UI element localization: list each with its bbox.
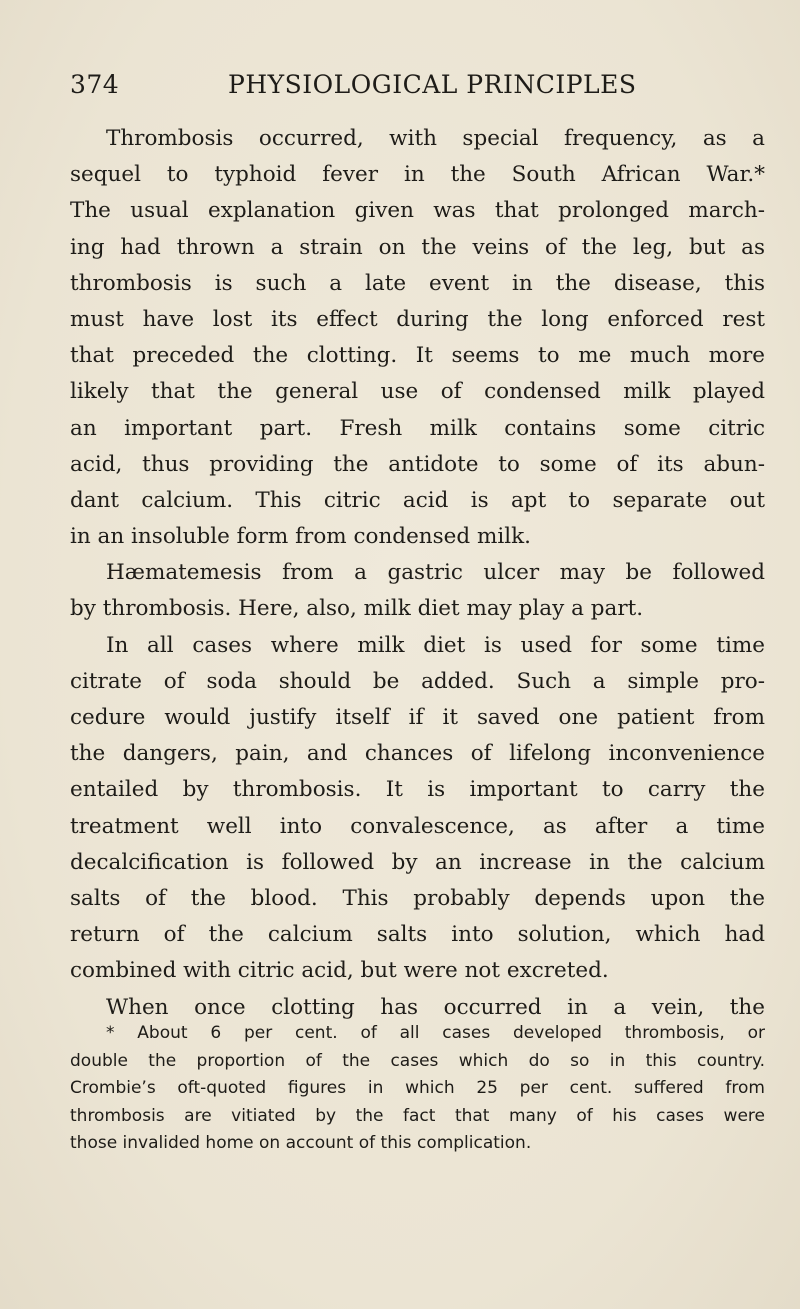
- text-line: thrombosis is such a late event in the disease, this: [70, 270, 765, 296]
- footnote-line: Crombie’s oft-quoted figures in which 25 per cent. suffered from: [70, 1078, 765, 1099]
- footnote-line: thrombosis are vitiated by the fact that many of his cases were: [70, 1105, 765, 1126]
- footnote-line: double the proportion of the cases which do so in this country.: [70, 1050, 765, 1071]
- text-line: by thrombosis. Here, also, milk diet may play a part.: [70, 596, 644, 622]
- text-line: citrate of soda should be added. Such a simple pro-: [70, 668, 765, 694]
- page-number: 374: [70, 70, 120, 99]
- text-line: In all cases where milk diet is used for some time: [106, 632, 765, 658]
- footnote: [70, 1020, 765, 1158]
- text-line: Hæmatemesis from a gastric ulcer may be followed: [106, 560, 765, 586]
- text-line: salts of the blood. This probably depends upon the: [70, 885, 765, 911]
- text-line: acid, thus providing the antidote to some of its abun-: [70, 451, 765, 477]
- running-head: [70, 70, 750, 110]
- text-line: ing had thrown a strain on the veins of the leg, but as: [70, 234, 765, 260]
- running-head-title: PHYSIOLOGICAL PRINCIPLES: [228, 70, 637, 99]
- text-line: in an insoluble form from condensed milk.: [70, 524, 532, 550]
- body-text: [70, 121, 765, 1026]
- text-line: that preceded the clotting. It seems to me much more: [70, 343, 765, 369]
- text-line: The usual explanation given was that prolonged march-: [70, 198, 765, 224]
- text-line: return of the calcium salts into solution, which had: [70, 922, 765, 948]
- text-line: combined with citric acid, but were not excreted.: [70, 958, 609, 984]
- footnote-line: those invalided home on account of this complication.: [70, 1133, 532, 1154]
- text-line: decalcification is followed by an increase in the calcium: [70, 849, 765, 875]
- text-line: must have lost its effect during the long enforced rest: [70, 306, 765, 332]
- text-line: likely that the general use of condensed milk played: [70, 379, 765, 405]
- footnote-line: * About 6 per cent. of all cases developed thrombosis, or: [106, 1023, 765, 1043]
- text-line: entailed by thrombosis. It is important to carry the: [70, 777, 765, 803]
- text-line: Thrombosis occurred, with special frequency, as a: [106, 126, 765, 151]
- text-line: an important part. Fresh milk contains some citric: [70, 415, 765, 441]
- text-line: the dangers, pain, and chances of lifelong inconvenience: [70, 741, 765, 767]
- text-line: dant calcium. This citric acid is apt to separate out: [70, 487, 765, 513]
- text-line: cedure would justify itself if it saved one patient from: [70, 705, 765, 730]
- text-line: treatment well into convalescence, as after a time: [70, 813, 765, 839]
- text-line: When once clotting has occurred in a vein, the: [106, 994, 765, 1020]
- text-line: sequel to typhoid fever in the South African War.*: [70, 162, 765, 188]
